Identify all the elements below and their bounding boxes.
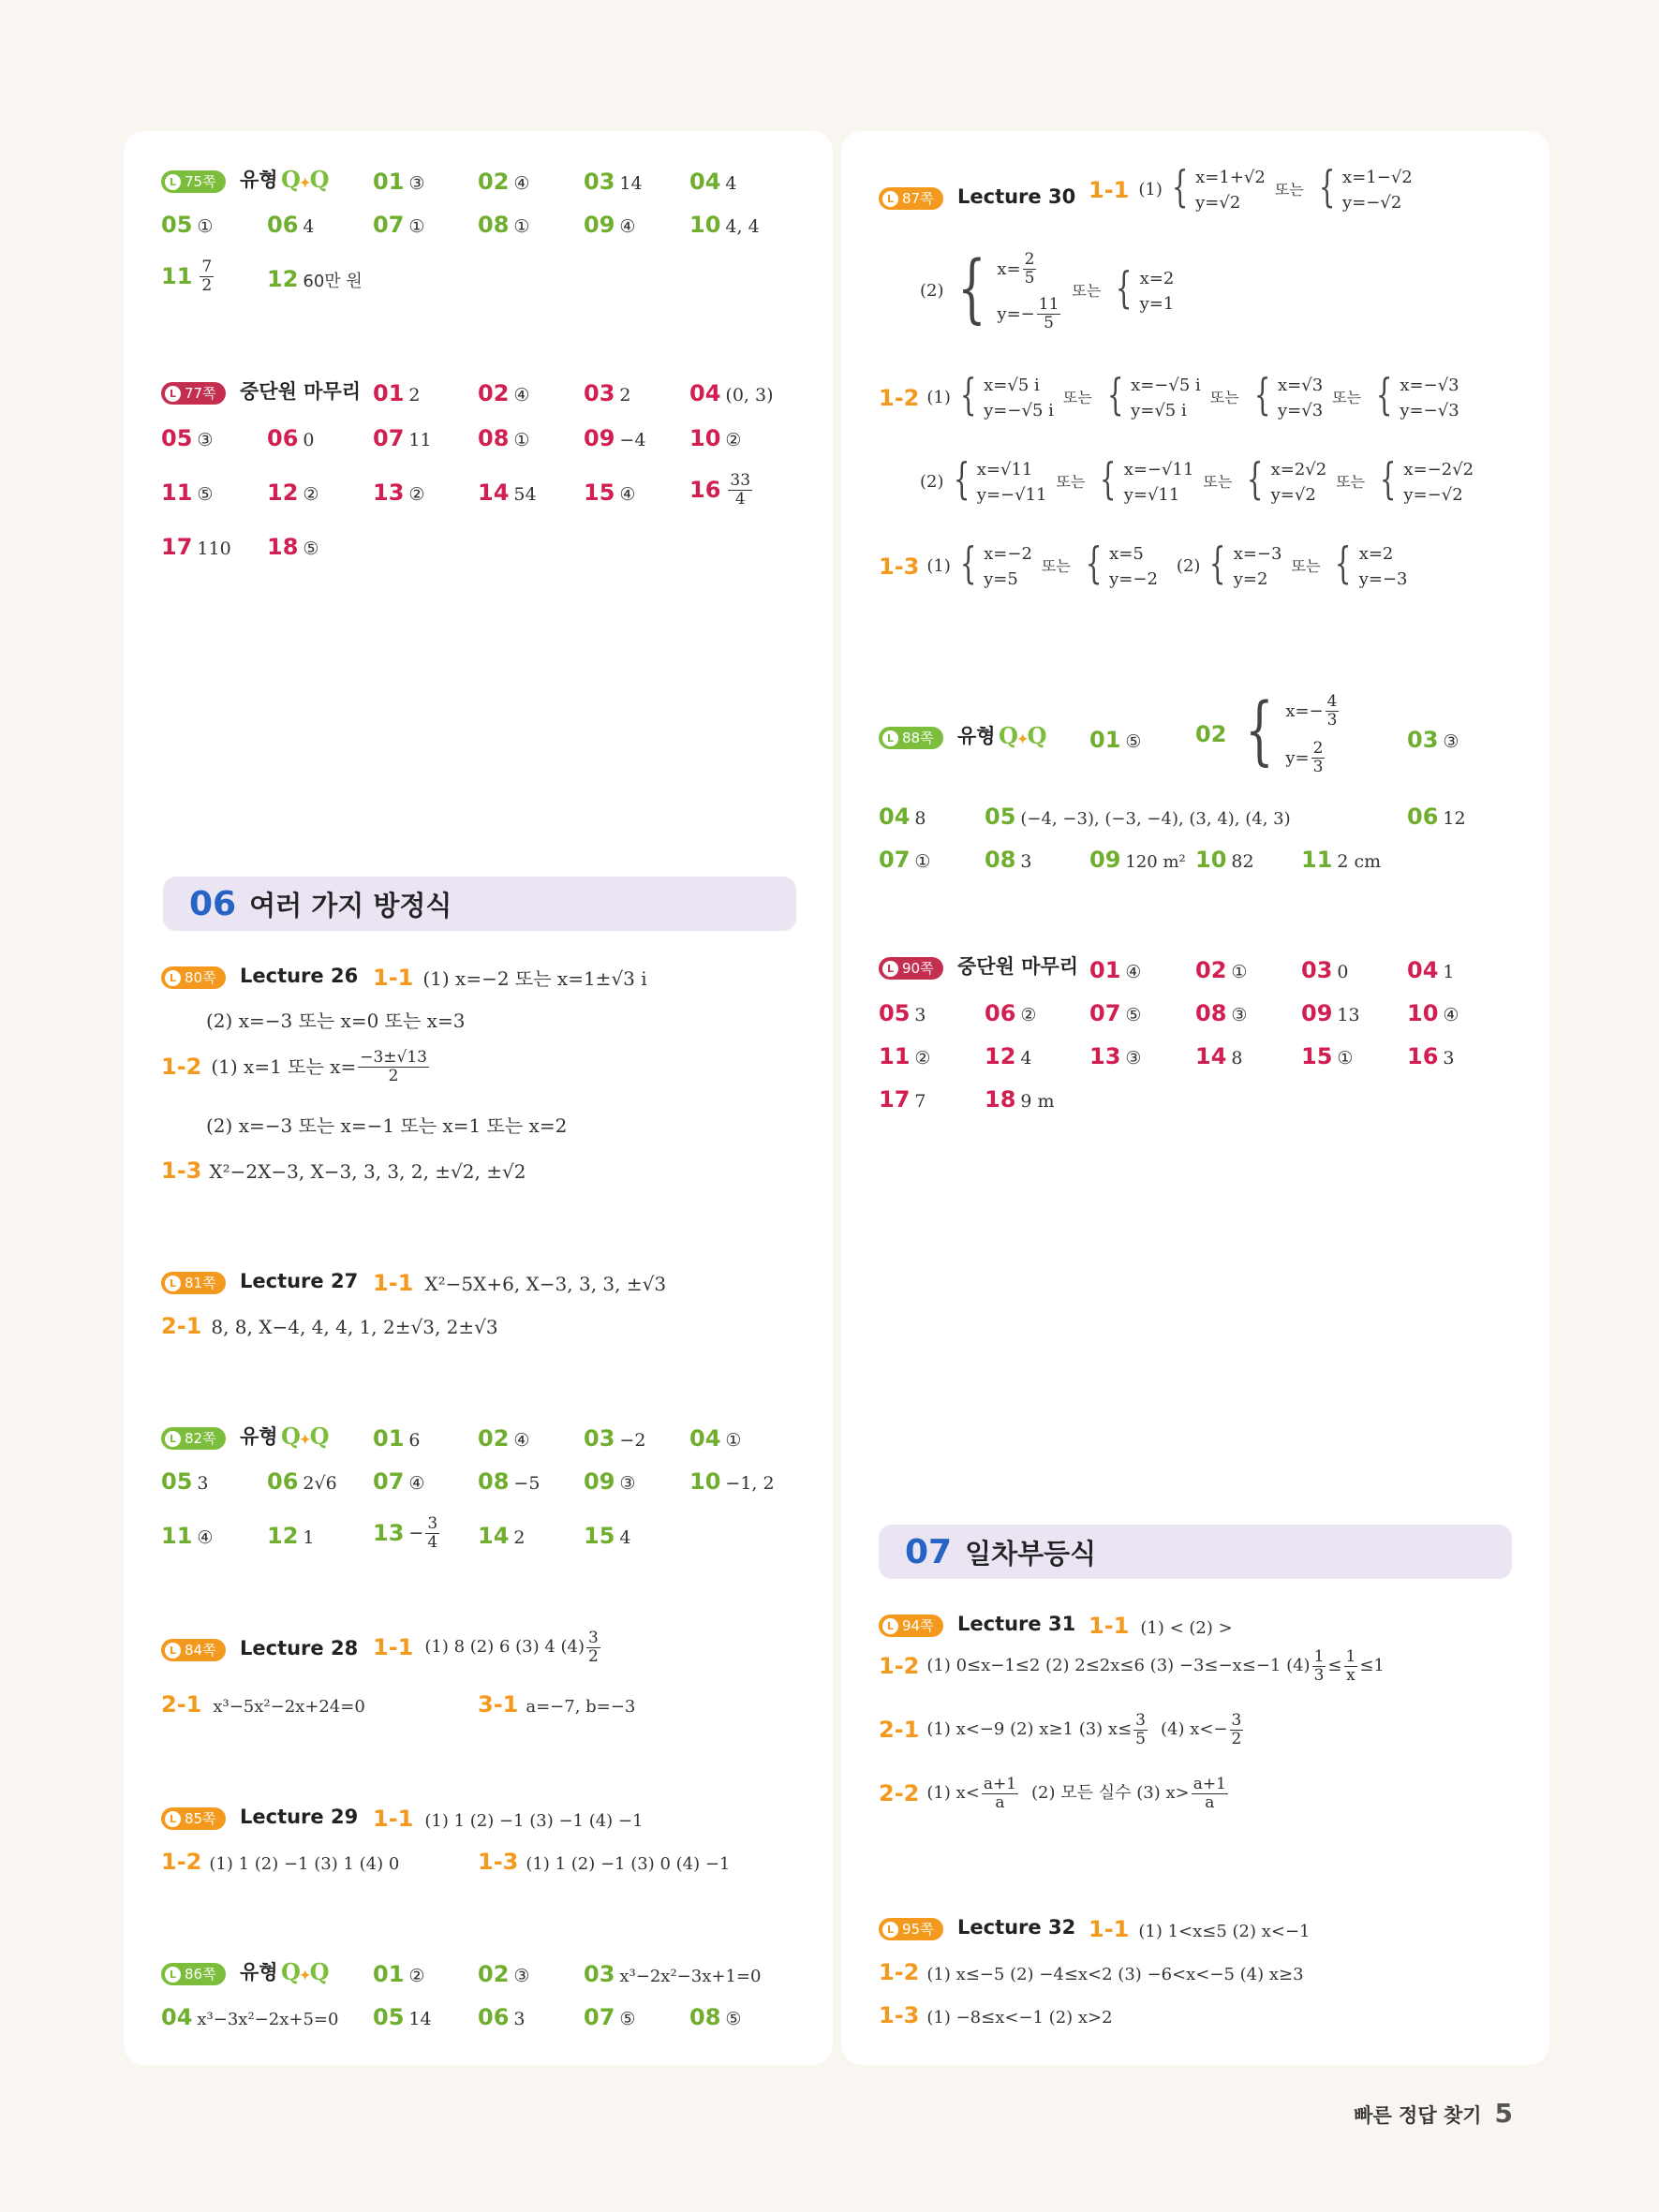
answer-line: 1-1 (1) { x=1+√2 y=√2 또는 { x=1−√2 y=−√2 <box>1089 165 1416 215</box>
answer-item: 08 ③ <box>1195 1000 1248 1026</box>
page-badge <box>161 382 226 405</box>
lecture-l-icon: L <box>882 191 898 207</box>
answer-item: 07 ① <box>879 847 931 873</box>
answer-item: 04 x³−3x²−2x+5=0 <box>161 2004 339 2030</box>
answer-item: 15 ④ <box>584 479 636 506</box>
answer-item: 02 ① <box>1195 957 1248 983</box>
answer-item: 11 ② <box>879 1043 931 1069</box>
block-title: 유형 <box>957 725 996 747</box>
answer-item: 10 −1, 2 <box>689 1468 775 1495</box>
answer-line: 1-3 (1) −8≤x<−1 (2) x>2 <box>879 2002 1113 2028</box>
answer-item: 16 $\frac{33}{4}$ <box>689 471 751 509</box>
lecture-title: Lecture 26 <box>240 965 359 987</box>
answer-line: (2) x=−3 또는 x=0 또는 x=3 <box>206 1010 466 1032</box>
block-title: 유형 <box>240 1961 278 1983</box>
answer-item: 03 2 <box>584 380 631 406</box>
block-title: 유형 <box>240 1425 278 1448</box>
answer-item: 08 −5 <box>478 1468 541 1495</box>
answer-item: 10 4, 4 <box>689 212 760 238</box>
answer-item: 14 8 <box>1195 1043 1243 1069</box>
answer-item: 10 ② <box>689 425 742 451</box>
section-number: 06 <box>189 884 237 923</box>
answer-item: 05 14 <box>373 2004 432 2030</box>
lecture-l-icon: L <box>882 1922 898 1938</box>
qq-logo-icon: Q✦Q <box>281 1958 329 1985</box>
answer-item: 08 ① <box>478 425 530 451</box>
page-badge <box>879 187 943 210</box>
answer-item: 05 3 <box>879 1000 926 1026</box>
answer-item: 10 ④ <box>1407 1000 1459 1026</box>
answer-item: 16 3 <box>1407 1043 1455 1069</box>
answer-line: 1-3 X²−2X−3, X−3, 3, 3, 2, ±√2, ±√2 <box>161 1158 526 1184</box>
answer-line: 2-1 (1) x<−9 (2) x≥1 (3) x≤ $\frac{3}{5}$ (4) x<− $\frac{3}{2}$ <box>879 1711 1242 1748</box>
answer-item: 14 2 <box>478 1523 526 1549</box>
answer-item: 10 82 <box>1195 847 1254 873</box>
lecture-title: Lecture 31 <box>957 1613 1076 1635</box>
answer-item: 04 1 <box>1407 957 1455 983</box>
answer-item: 18 ⑤ <box>267 534 319 560</box>
lecture-l-icon: L <box>165 1811 181 1827</box>
badge-label: 94쪽 <box>902 1616 934 1634</box>
equation-system: { x=− $\frac{4}{3}$ y= $\frac{2}{3}$ <box>1245 686 1338 777</box>
badge-label: 77쪽 <box>185 384 216 402</box>
answer-item: 06 0 <box>267 425 315 451</box>
answer-line: 2-1 8, 8, X−4, 4, 4, 1, 2±√3, 2±√3 <box>161 1313 498 1339</box>
block-title: 중단원 마무리 <box>240 380 362 403</box>
section-header <box>879 1525 1512 1579</box>
answer-item: 07 ④ <box>373 1468 425 1495</box>
lecture-l-icon: L <box>165 1643 181 1659</box>
page-badge <box>161 1427 226 1450</box>
answer-item: 02 ③ <box>478 1961 530 1987</box>
answer-item: 04 ① <box>689 1425 742 1452</box>
answer-line: 1-1 (1) 1<x≤5 (2) x<−1 <box>1089 1916 1311 1942</box>
answer-item: 05 ③ <box>161 425 214 451</box>
answer-item: 06 2√6 <box>267 1468 337 1495</box>
answer-item: 07 11 <box>373 425 432 451</box>
answer-line: 1-2 (1) x≤−5 (2) −4≤x<2 (3) −6<x<−5 (4) x≥3 <box>879 1959 1304 1985</box>
badge-label: 95쪽 <box>902 1920 934 1938</box>
equation-system: { x=2√2 y=√2 <box>1247 453 1327 505</box>
answer-item: 07 ① <box>373 212 425 238</box>
answer-item: 03 0 <box>1301 957 1349 983</box>
section-title: 일차부등식 <box>965 1537 1097 1570</box>
page-badge <box>161 1272 226 1294</box>
answer-item: 15 ① <box>1301 1043 1354 1069</box>
page-badge <box>879 727 943 749</box>
answer-item: 12 ② <box>267 479 319 506</box>
answer-item: 01 ⑤ <box>1089 727 1142 753</box>
page-badge <box>879 957 943 980</box>
answer-item: 02 ④ <box>478 169 530 195</box>
answer-item: 01 ④ <box>1089 957 1142 983</box>
page-badge <box>879 1918 943 1940</box>
answer-item: 09 ④ <box>584 212 636 238</box>
badge-label: 90쪽 <box>902 959 934 977</box>
answer-line: 1-1 (1) 1 (2) −1 (3) −1 (4) −1 <box>373 1806 644 1832</box>
answer-line: 1-2 (1) x=1 또는 x= $\frac{-3\pm√13}{2}$ <box>161 1048 427 1085</box>
answer-item: 11 $\frac{7}{2}$ <box>161 258 213 295</box>
equation-system: { x= $\frac{2}{5}$ y=− $\frac{11}{5}$ <box>956 244 1059 333</box>
badge-label: 81쪽 <box>185 1274 216 1291</box>
page-badge <box>879 1615 943 1637</box>
answer-line: 1-2 (1) 1 (2) −1 (3) 1 (4) 0 <box>161 1849 400 1875</box>
page-footer <box>1354 2098 1513 2129</box>
equation-system: { x=1−√2 y=−√2 <box>1318 161 1413 213</box>
answer-item: 17 7 <box>879 1086 926 1113</box>
equation-system: { x=−2 y=5 <box>959 538 1032 589</box>
answer-line: 2-2 (1) x< $\frac{a+1}{a}$ (2) 모든 실수 (3) x> $\frac{a+1}{a}$ <box>879 1775 1226 1812</box>
answer-line: 1-2 (1) { x=√5 i y=−√5 i 또는 { x=−√5 i y=√5 i 또는 { x=√3 y=√3 또는 { x=−√3 y=−√3 <box>879 373 1463 423</box>
page-badge <box>161 1807 226 1830</box>
answer-line: 1-3 (1) { x=−2 y=5 또는 { x=5 y=−2 (2) { x=−3 y=2 또는 { x=2 y=−3 <box>879 541 1411 592</box>
lecture-title: Lecture 30 <box>957 185 1076 208</box>
answer-item: 04 (0, 3) <box>689 380 774 406</box>
page-badge <box>161 966 226 989</box>
equation-system: { x=−3 y=2 <box>1209 538 1282 589</box>
answer-item: 03 x³−2x²−3x+1=0 <box>584 1961 762 1987</box>
badge-label: 75쪽 <box>185 172 216 190</box>
lecture-title: Lecture 28 <box>240 1637 359 1659</box>
answer-line: 1-1 X²−5X+6, X−3, 3, 3, ±√3 <box>373 1270 667 1296</box>
section-number: 07 <box>905 1532 953 1571</box>
answer-item: 03 −2 <box>584 1425 646 1452</box>
qq-logo-icon: Q✦Q <box>999 722 1046 749</box>
section-header <box>163 877 796 931</box>
answer-item: 09 13 <box>1301 1000 1360 1026</box>
lecture-l-icon: L <box>882 730 898 746</box>
answer-item: 04 4 <box>689 169 737 195</box>
answer-item: 04 8 <box>879 804 926 830</box>
qq-logo-icon: Q✦Q <box>281 166 329 193</box>
answer-item: 18 9 m <box>985 1086 1055 1113</box>
answer-item: 11 ⑤ <box>161 479 214 506</box>
equation-system: { x=1+√2 y=√2 <box>1171 161 1266 213</box>
answer-item: 05 ① <box>161 212 214 238</box>
answer-item: 13 ② <box>373 479 425 506</box>
answer-item: 06 ② <box>985 1000 1037 1026</box>
answer-line: 1-1 (1) < (2) > <box>1089 1613 1233 1639</box>
page-number: 5 <box>1494 2098 1513 2129</box>
lecture-l-icon: L <box>165 386 181 402</box>
page-badge <box>161 170 226 193</box>
answer-item: 01 6 <box>373 1425 421 1452</box>
badge-label: 80쪽 <box>185 968 216 986</box>
equation-system: { x=2 y=−3 <box>1335 538 1408 589</box>
answer-line: (2) x=−3 또는 x=−1 또는 x=1 또는 x=2 <box>206 1114 568 1137</box>
block-title: 중단원 마무리 <box>957 955 1079 978</box>
badge-label: 85쪽 <box>185 1809 216 1827</box>
badge-label: 84쪽 <box>185 1641 216 1659</box>
badge-label: 87쪽 <box>902 189 934 207</box>
answer-item: 06 4 <box>267 212 315 238</box>
answer-line: 3-1 a=−7, b=−3 <box>478 1691 636 1718</box>
left-panel <box>124 131 833 2065</box>
answer-item: 03 ③ <box>1407 727 1459 753</box>
answer-item: 07 ⑤ <box>584 2004 636 2030</box>
lecture-l-icon: L <box>882 961 898 977</box>
answer-line: (2) { x=√11 y=−√11 또는 { x=−√11 y=√11 또는 { x=2√2 y=√2 또는 { x=−2√2 y=−√2 <box>920 457 1477 508</box>
block-title: 유형 <box>240 169 278 191</box>
answer-item: 12 1 <box>267 1523 315 1549</box>
badge-label: 86쪽 <box>185 1965 216 1983</box>
answer-line: 2-1 x³−5x²−2x+24=0 <box>161 1691 365 1718</box>
badge-label: 82쪽 <box>185 1429 216 1447</box>
answer-item: 12 60만 원 <box>267 266 363 292</box>
lecture-l-icon: L <box>165 1431 181 1447</box>
right-panel <box>841 131 1549 2065</box>
lecture-l-icon: L <box>882 1618 898 1634</box>
section-title: 여러 가지 방정식 <box>249 889 452 922</box>
answer-item: 01 2 <box>373 380 421 406</box>
equation-system: { x=−√3 y=−√3 <box>1375 369 1459 420</box>
answer-item: 09 120 m² <box>1089 847 1186 873</box>
answer-item: 01 ③ <box>373 169 425 195</box>
answer-item: 02 { x=− $\frac{4}{3}$ y= $\frac{2}{3}$ <box>1195 693 1344 776</box>
answer-item: 01 ② <box>373 1961 425 1987</box>
answer-item: 06 12 <box>1407 804 1466 830</box>
lecture-title: Lecture 29 <box>240 1806 359 1828</box>
answer-line: 1-1 (1) 8 (2) 6 (3) 4 (4) $\frac{3}{2}$ <box>373 1629 599 1666</box>
equation-system: { x=−2√2 y=−√2 <box>1379 453 1474 505</box>
answer-item: 05 3 <box>161 1468 209 1495</box>
qq-logo-icon: Q✦Q <box>281 1423 329 1450</box>
equation-system: { x=−√5 i y=√5 i <box>1106 369 1201 420</box>
page-badge <box>161 1639 226 1661</box>
lecture-title: Lecture 27 <box>240 1270 359 1292</box>
answer-item: 08 3 <box>985 847 1032 873</box>
answer-item: 09 −4 <box>584 425 646 451</box>
answer-item: 08 ① <box>478 212 530 238</box>
answer-item: 15 4 <box>584 1523 631 1549</box>
answer-item: 05 (−4, −3), (−3, −4), (3, 4), (4, 3) <box>985 804 1291 830</box>
lecture-l-icon: L <box>165 1276 181 1291</box>
answer-item: 09 ③ <box>584 1468 636 1495</box>
answer-item: 03 14 <box>584 169 643 195</box>
badge-label: 88쪽 <box>902 729 934 746</box>
answer-item: 14 54 <box>478 479 537 506</box>
equation-system: { x=√3 y=√3 <box>1253 369 1324 420</box>
answer-item: 13 ③ <box>1089 1043 1142 1069</box>
answer-item: 13 − $\frac{3}{4}$ <box>373 1514 438 1552</box>
answer-line: 1-1 (1) x=−2 또는 x=1±√3 i <box>373 965 647 991</box>
answer-item: 02 ④ <box>478 380 530 406</box>
answer-item: 17 110 <box>161 534 231 560</box>
answer-line: 1-2 (1) 0≤x−1≤2 (2) 2≤2x≤6 (3) −3≤−x≤−1 (4) $\frac{1}{3}$ ≤ $\frac{1}{x}$ ≤1 <box>879 1647 1385 1685</box>
answer-line: (2) { x= $\frac{2}{5}$ y=− $\frac{11}{5}$ 또는 { x=2 y=1 <box>920 244 1175 333</box>
lecture-l-icon: L <box>165 970 181 986</box>
equation-system: { x=−√11 y=√11 <box>1100 453 1194 505</box>
equation-system: { x=5 y=−2 <box>1085 538 1158 589</box>
answer-item: 11 ④ <box>161 1523 214 1549</box>
footer-label: 빠른 정답 찾기 <box>1354 2104 1482 2127</box>
answer-item: 11 2 cm <box>1301 847 1382 873</box>
answer-item: 02 ④ <box>478 1425 530 1452</box>
answer-item: 07 ⑤ <box>1089 1000 1142 1026</box>
answer-item: 06 3 <box>478 2004 526 2030</box>
answer-item: 12 4 <box>985 1043 1032 1069</box>
lecture-l-icon: L <box>165 174 181 190</box>
page-badge <box>161 1963 226 1985</box>
equation-system: { x=2 y=1 <box>1116 262 1175 315</box>
lecture-title: Lecture 32 <box>957 1916 1076 1939</box>
lecture-l-icon: L <box>165 1967 181 1983</box>
answer-line: 1-3 (1) 1 (2) −1 (3) 0 (4) −1 <box>478 1849 731 1875</box>
answer-item: 08 ⑤ <box>689 2004 742 2030</box>
equation-system: { x=√11 y=−√11 <box>953 453 1047 505</box>
equation-system: { x=√5 i y=−√5 i <box>959 369 1054 420</box>
